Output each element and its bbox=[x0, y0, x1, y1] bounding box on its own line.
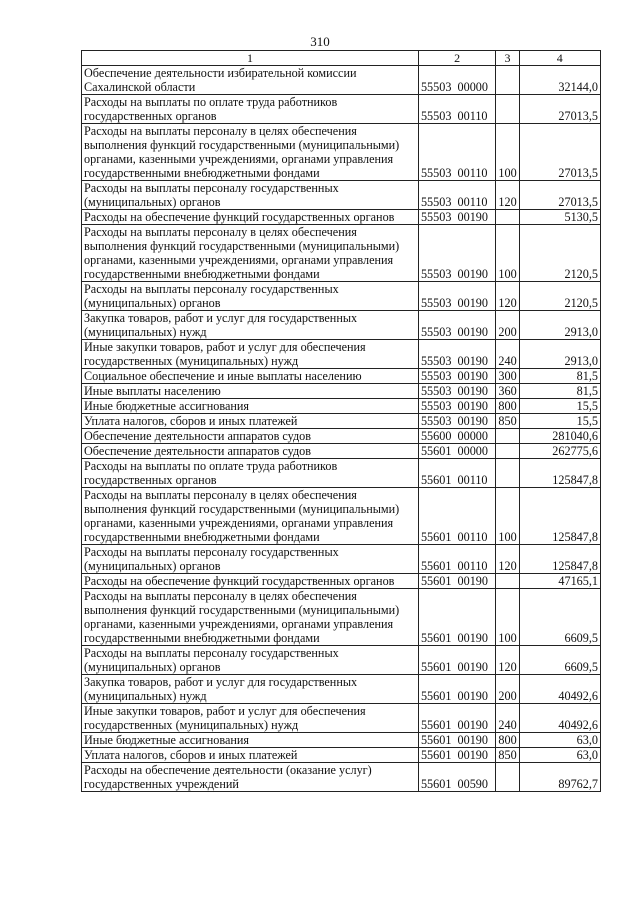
row-code: 55503 00110 bbox=[418, 95, 495, 124]
row-amount: 63,0 bbox=[519, 748, 601, 763]
row-code: 55601 00110 bbox=[418, 459, 495, 488]
row-amount: 27013,5 bbox=[519, 124, 601, 181]
row-amount: 89762,7 bbox=[519, 763, 601, 792]
row-amount: 125847,8 bbox=[519, 488, 601, 545]
table-row bbox=[82, 459, 601, 488]
table-row bbox=[82, 66, 601, 95]
header-col-2: 2 bbox=[418, 51, 495, 66]
table-row bbox=[82, 589, 601, 646]
table-row bbox=[82, 124, 601, 181]
row-type: 120 bbox=[496, 282, 519, 311]
table-row bbox=[82, 444, 601, 459]
row-code: 55503 00110 bbox=[418, 124, 495, 181]
row-type: 240 bbox=[496, 340, 519, 369]
row-name: Иные выплаты населению bbox=[82, 384, 419, 399]
row-amount: 6609,5 bbox=[519, 589, 601, 646]
row-type: 120 bbox=[496, 545, 519, 574]
row-amount: 125847,8 bbox=[519, 545, 601, 574]
row-amount: 32144,0 bbox=[519, 66, 601, 95]
table-row bbox=[82, 384, 601, 399]
row-name: Расходы на выплаты персоналу в целях обеспечения выполнения функций государственными (муниципальными) органами, казенными учреждениями, органами управления государственными внебюджетными фондами bbox=[82, 225, 419, 282]
table-row bbox=[82, 646, 601, 675]
row-name: Расходы на выплаты персоналу государственных (муниципальных) органов bbox=[82, 646, 419, 675]
row-code: 55601 00110 bbox=[418, 545, 495, 574]
row-code: 55503 00190 bbox=[418, 340, 495, 369]
row-name: Обеспечение деятельности аппаратов судов bbox=[82, 429, 419, 444]
row-amount: 27013,5 bbox=[519, 181, 601, 210]
table-row bbox=[82, 369, 601, 384]
table-row bbox=[82, 225, 601, 282]
row-name: Расходы на обеспечение деятельности (оказание услуг) государственных учреждений bbox=[82, 763, 419, 792]
row-type: 200 bbox=[496, 311, 519, 340]
table-row bbox=[82, 675, 601, 704]
row-amount: 15,5 bbox=[519, 414, 601, 429]
table-row bbox=[82, 282, 601, 311]
row-code: 55503 00190 bbox=[418, 311, 495, 340]
row-name: Иные бюджетные ассигнования bbox=[82, 399, 419, 414]
row-name: Расходы на выплаты по оплате труда работников государственных органов bbox=[82, 459, 419, 488]
row-amount: 2913,0 bbox=[519, 311, 601, 340]
row-amount: 125847,8 bbox=[519, 459, 601, 488]
table-row bbox=[82, 210, 601, 225]
row-type: 240 bbox=[496, 704, 519, 733]
row-type: 100 bbox=[496, 488, 519, 545]
row-code: 55601 00590 bbox=[418, 763, 495, 792]
table-row bbox=[82, 733, 601, 748]
row-name: Расходы на выплаты персоналу государственных (муниципальных) органов bbox=[82, 545, 419, 574]
row-name: Обеспечение деятельности избирательной комиссии Сахалинской области bbox=[82, 66, 419, 95]
header-col-3: 3 bbox=[496, 51, 519, 66]
budget-table bbox=[81, 50, 601, 792]
row-name: Уплата налогов, сборов и иных платежей bbox=[82, 748, 419, 763]
row-name: Расходы на выплаты персоналу в целях обеспечения выполнения функций государственными (муниципальными) органами, казенными учреждениями, органами управления государственными внебюджетными фондами bbox=[82, 589, 419, 646]
row-name: Уплата налогов, сборов и иных платежей bbox=[82, 414, 419, 429]
row-amount: 27013,5 bbox=[519, 95, 601, 124]
table-row bbox=[82, 311, 601, 340]
header-col-1: 1 bbox=[82, 51, 419, 66]
row-code: 55601 00190 bbox=[418, 748, 495, 763]
row-type: 100 bbox=[496, 589, 519, 646]
row-code: 55503 00000 bbox=[418, 66, 495, 95]
row-type: 360 bbox=[496, 384, 519, 399]
row-type bbox=[496, 429, 519, 444]
table-row bbox=[82, 545, 601, 574]
row-type: 200 bbox=[496, 675, 519, 704]
header-col-4: 4 bbox=[519, 51, 601, 66]
row-code: 55503 00110 bbox=[418, 181, 495, 210]
row-name: Закупка товаров, работ и услуг для государственных (муниципальных) нужд bbox=[82, 311, 419, 340]
row-name: Расходы на обеспечение функций государственных органов bbox=[82, 210, 419, 225]
row-amount: 40492,6 bbox=[519, 704, 601, 733]
row-type bbox=[496, 763, 519, 792]
row-code: 55600 00000 bbox=[418, 429, 495, 444]
row-amount: 40492,6 bbox=[519, 675, 601, 704]
row-code: 55503 00190 bbox=[418, 369, 495, 384]
table-row bbox=[82, 488, 601, 545]
row-type: 100 bbox=[496, 124, 519, 181]
row-name: Обеспечение деятельности аппаратов судов bbox=[82, 444, 419, 459]
row-code: 55601 00190 bbox=[418, 574, 495, 589]
row-type bbox=[496, 210, 519, 225]
row-code: 55503 00190 bbox=[418, 225, 495, 282]
row-amount: 6609,5 bbox=[519, 646, 601, 675]
row-code: 55601 00190 bbox=[418, 646, 495, 675]
row-name: Расходы на выплаты персоналу в целях обеспечения выполнения функций государственными (муниципальными) органами, казенными учреждениями, органами управления государственными внебюджетными фондами bbox=[82, 124, 419, 181]
table-row bbox=[82, 414, 601, 429]
row-name: Расходы на выплаты персоналу государственных (муниципальных) органов bbox=[82, 282, 419, 311]
table-row bbox=[82, 763, 601, 792]
row-code: 55601 00190 bbox=[418, 704, 495, 733]
row-type bbox=[496, 459, 519, 488]
row-amount: 2120,5 bbox=[519, 282, 601, 311]
row-type bbox=[496, 444, 519, 459]
row-code: 55503 00190 bbox=[418, 282, 495, 311]
row-code: 55503 00190 bbox=[418, 384, 495, 399]
table-row bbox=[82, 704, 601, 733]
row-name: Иные бюджетные ассигнования bbox=[82, 733, 419, 748]
row-code: 55601 00110 bbox=[418, 488, 495, 545]
row-amount: 81,5 bbox=[519, 384, 601, 399]
row-type bbox=[496, 95, 519, 124]
row-type: 120 bbox=[496, 646, 519, 675]
row-type: 300 bbox=[496, 369, 519, 384]
row-type: 850 bbox=[496, 748, 519, 763]
row-name: Социальное обеспечение и иные выплаты населению bbox=[82, 369, 419, 384]
table-row bbox=[82, 429, 601, 444]
row-amount: 262775,6 bbox=[519, 444, 601, 459]
table-row bbox=[82, 574, 601, 589]
row-amount: 5130,5 bbox=[519, 210, 601, 225]
row-name: Расходы на выплаты персоналу в целях обеспечения выполнения функций государственными (муниципальными) органами, казенными учреждениями, органами управления государственными внебюджетными фондами bbox=[82, 488, 419, 545]
row-name: Расходы на обеспечение функций государственных органов bbox=[82, 574, 419, 589]
row-code: 55503 00190 bbox=[418, 210, 495, 225]
row-code: 55601 00190 bbox=[418, 675, 495, 704]
row-code: 55601 00000 bbox=[418, 444, 495, 459]
row-code: 55601 00190 bbox=[418, 733, 495, 748]
row-code: 55503 00190 bbox=[418, 399, 495, 414]
table-row bbox=[82, 95, 601, 124]
row-amount: 81,5 bbox=[519, 369, 601, 384]
table-row bbox=[82, 181, 601, 210]
table-body bbox=[82, 66, 601, 792]
row-amount: 47165,1 bbox=[519, 574, 601, 589]
row-amount: 2913,0 bbox=[519, 340, 601, 369]
row-type: 800 bbox=[496, 733, 519, 748]
row-type: 100 bbox=[496, 225, 519, 282]
row-amount: 15,5 bbox=[519, 399, 601, 414]
header-row bbox=[82, 51, 601, 66]
row-type: 800 bbox=[496, 399, 519, 414]
row-amount: 63,0 bbox=[519, 733, 601, 748]
row-amount: 2120,5 bbox=[519, 225, 601, 282]
row-type bbox=[496, 574, 519, 589]
row-name: Расходы на выплаты персоналу государственных (муниципальных) органов bbox=[82, 181, 419, 210]
row-name: Расходы на выплаты по оплате труда работников государственных органов bbox=[82, 95, 419, 124]
row-code: 55503 00190 bbox=[418, 414, 495, 429]
table-row bbox=[82, 399, 601, 414]
row-name: Иные закупки товаров, работ и услуг для обеспечения государственных (муниципальных) нужд bbox=[82, 340, 419, 369]
row-type: 850 bbox=[496, 414, 519, 429]
row-name: Иные закупки товаров, работ и услуг для обеспечения государственных (муниципальных) нужд bbox=[82, 704, 419, 733]
row-type: 120 bbox=[496, 181, 519, 210]
row-type bbox=[496, 66, 519, 95]
row-name: Закупка товаров, работ и услуг для государственных (муниципальных) нужд bbox=[82, 675, 419, 704]
table-row bbox=[82, 748, 601, 763]
page-number: 310 bbox=[310, 34, 330, 49]
row-amount: 281040,6 bbox=[519, 429, 601, 444]
row-code: 55601 00190 bbox=[418, 589, 495, 646]
table-row bbox=[82, 340, 601, 369]
table-header bbox=[82, 51, 601, 66]
